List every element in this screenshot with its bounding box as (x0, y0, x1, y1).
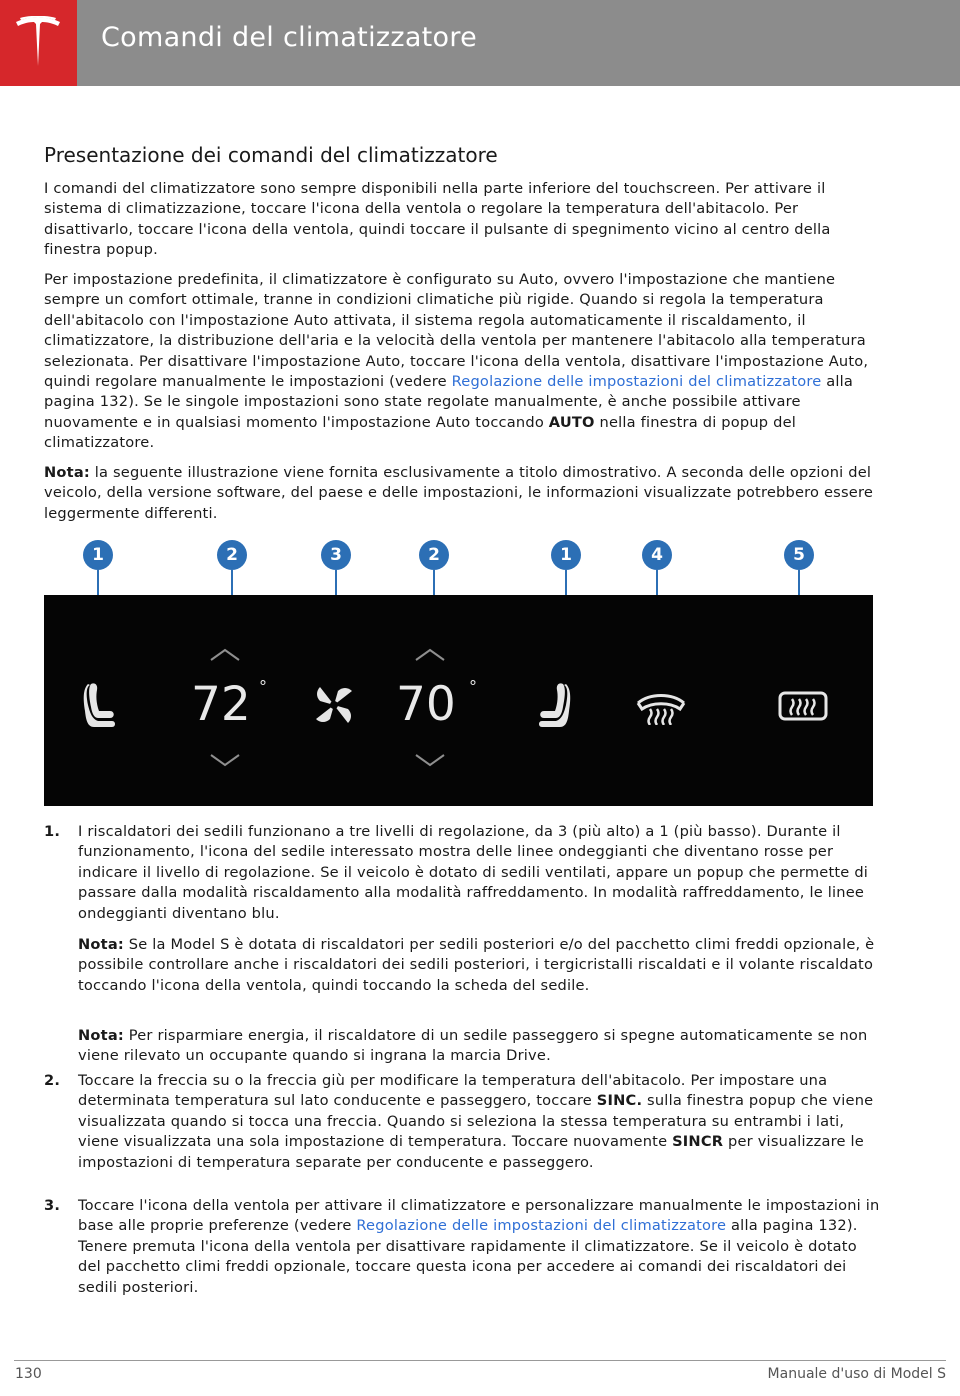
tesla-logo-icon (14, 16, 62, 70)
callout-marker: 2 (217, 540, 247, 570)
rear-defrost-icon[interactable] (776, 689, 830, 725)
note-paragraph (44, 463, 884, 524)
page-header (0, 0, 960, 86)
passenger-temp-value: 70 (396, 677, 456, 732)
page-title: Comandi del climatizzatore (101, 22, 478, 53)
callout-marker: 5 (784, 540, 814, 570)
auto-paragraph (44, 270, 884, 454)
callout-marker: 2 (419, 540, 449, 570)
front-defrost-icon[interactable] (634, 689, 688, 725)
item-text (78, 1071, 884, 1173)
item-note (78, 935, 884, 996)
driver-temp-degree: ° (259, 677, 267, 696)
sync-bold: SINCR (672, 1133, 724, 1151)
note-label: Nota: (78, 1027, 124, 1044)
sync-bold: SINC. (596, 1092, 643, 1110)
item-number: 1. (44, 823, 61, 840)
item-text (78, 1196, 884, 1298)
text-run: Toccare l'icona della ventola per attivare il climatizzatore e personalizzare manualmente le impostazioni in base alle proprie preferenze (vedere (78, 1197, 880, 1235)
section-heading: Presentazione dei comandi del climatizzatore (44, 143, 498, 167)
callout-marker: 1 (551, 540, 581, 570)
auto-bold: AUTO (548, 413, 595, 431)
note-text: la seguente illustrazione viene fornita esclusivamente a titolo dimostrativo. A seconda delle opzioni del veicolo, della versione software, del paese e delle impostazioni, le informazioni visualizzate potrebbero essere leggermente differenti. (44, 464, 873, 522)
passenger-temp-degree: ° (469, 677, 477, 696)
item-number: 2. (44, 1072, 61, 1089)
text-run: alla pagina 132). Tenere premuta l'icona della ventola per disattivare rapidamente il climatizzatore. Se il veicolo è dotato del pacchetto climi freddi opzionale, toccare questa icona per accedere ai comandi dei riscaldatori dei sedili posteriori. (78, 1217, 858, 1296)
passenger-temp-down-icon[interactable] (414, 752, 446, 768)
fan-icon[interactable] (312, 683, 356, 727)
page-number: 130 (15, 1366, 42, 1382)
text-run: alla pagina 132). Se le singole impostazioni sono state regolate manualmente, è anche possibile attivare nuovamente e in qualsiasi momento l'impostazione Auto toccando (44, 373, 854, 431)
callout-marker: 4 (642, 540, 672, 570)
driver-temp-value: 72 (191, 677, 251, 732)
text-run: nella finestra di popup del climatizzatore. (44, 413, 797, 452)
callout-marker: 3 (321, 540, 351, 570)
item-number: 3. (44, 1197, 61, 1214)
intro-paragraph: I comandi del climatizzatore sono sempre disponibili nella parte inferiore del touchscreen. Per attivare il sistema di climatizzazione, toccare l'icona della ventola o regolare la temperatura dell'abitacolo. Per disattivarlo, toccare l'icona della ventola, quindi toccare il pulsante di spegnimento vicino al centro della finestra popup. (44, 180, 831, 259)
item-note (78, 1026, 884, 1067)
note-label: Nota: (78, 936, 124, 953)
note-label: Nota: (44, 464, 90, 481)
text-run: Per impostazione predefinita, il climatizzatore è configurato su Auto, ovvero l'impostazione che mantiene sempre un comfort ottimale, tranne in condizioni climatiche più rigide. Quando si regola la temperatura dell'abitacolo con l'impostazione Auto attivata, il sistema regola automaticamente il riscaldamento, il climatizzatore, la distribuzione dell'aria e la velocità della ventola per mantenere l'abitacolo alla temperatura selezionata. Per disattivare l'impostazione Auto, toccare l'icona della ventola, disattivare l'impostazione Auto, quindi regolare manualmente le impostazioni (vedere (44, 271, 869, 391)
brand-logo (0, 0, 77, 86)
footer-divider (14, 1360, 946, 1361)
climate-settings-link[interactable]: Regolazione delle impostazioni del climatizzatore (451, 373, 822, 391)
callout-marker: 1 (83, 540, 113, 570)
manual-title: Manuale d'uso di Model S (767, 1366, 946, 1382)
note-text: Se la Model S è dotata di riscaldatori per sedili posteriori e/o del pacchetto climi freddi opzionale, è possibile controllare anche i riscaldatori dei sedili posteriori, i tergicristalli riscaldati e il volante riscaldato toccando l'icona della ventola, quindi toccando la scheda del sedile. (78, 936, 875, 994)
item-text: I riscaldatori dei sedili funzionano a tre livelli di regolazione, da 3 (più alto) a 1 (più basso). Durante il funzionamento, l'icona del sedile interessato mostra delle linee ondeggianti che diventano rosse per indicare il livello di regolazione. Se il veicolo è dotato di sedili ventilati, appare un popup che permette di passare dalla modalità riscaldamento alla modalità raffreddamento. In modalità raffreddamento, le linee ondeggianti diventano blu. (78, 823, 869, 922)
driver-temp-up-icon[interactable] (209, 647, 241, 663)
note-text: Per risparmiare energia, il riscaldatore di un sedile passeggero si spegne automaticamente se non viene rilevato un occupante quando si ingrana la marcia Drive. (78, 1027, 868, 1065)
seat-heater-left-icon[interactable] (82, 681, 122, 731)
climate-controls-figure (44, 540, 873, 806)
passenger-temp-up-icon[interactable] (414, 647, 446, 663)
climate-control-bar (44, 595, 873, 806)
driver-temp-down-icon[interactable] (209, 752, 241, 768)
seat-heater-right-icon[interactable] (532, 681, 572, 731)
text-run: sulla finestra popup che viene visualizzata quando si tocca una freccia. Quando si seleziona la stessa temperatura su entrambi i lati, viene visualizzata una sola impostazione di temperatura. Toccare nuovamente (78, 1092, 874, 1151)
text-run: per visualizzare le impostazioni di temperatura separate per conducente e passeggero. (78, 1133, 864, 1171)
text-run: Toccare la freccia su o la freccia giù per modificare la temperatura dell'abitacolo. Per impostare una determinata temperatura sul lato conducente e passeggero, toccare (78, 1072, 828, 1110)
climate-settings-link[interactable]: Regolazione delle impostazioni del climatizzatore (356, 1217, 727, 1235)
